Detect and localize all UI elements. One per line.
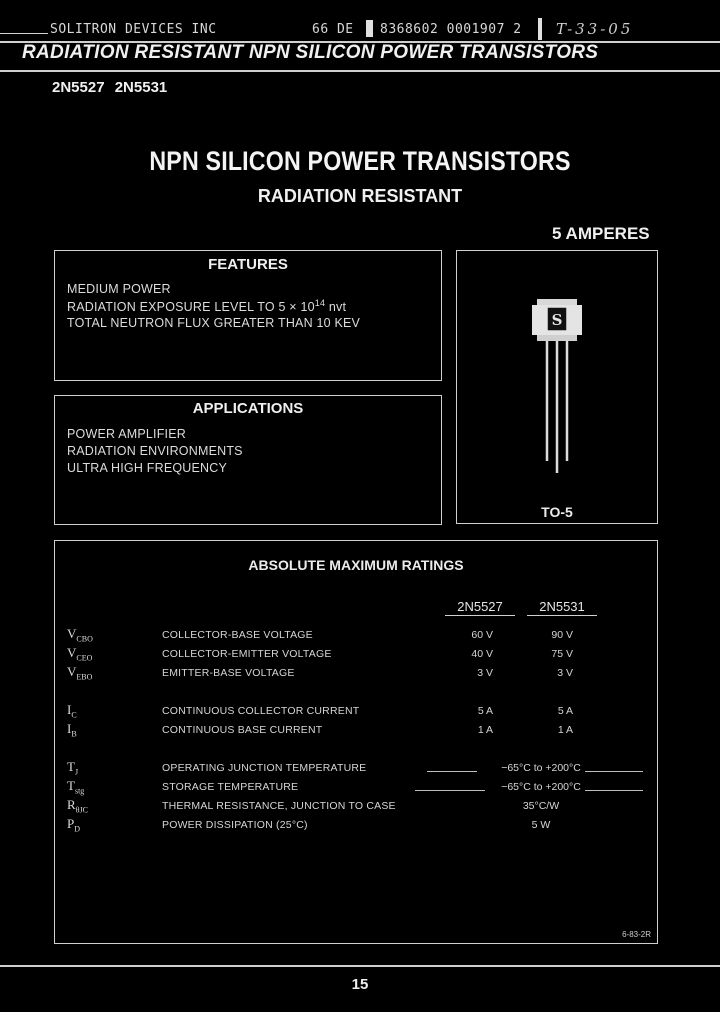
rating-value-2n5527: 60 V [471,629,493,641]
rating-symbol-letter: T [67,778,75,793]
rating-value-2n5531: 1 A [557,724,573,736]
rating-symbol-letter: R [67,797,76,812]
rating-value-2n5527: 5 A [477,705,493,717]
rating-symbol [67,702,77,720]
feature-item [67,298,346,314]
current-rating: 5 AMPERES [552,224,650,243]
rating-symbol [67,626,93,644]
features-box [54,250,442,381]
rating-symbol-subscript: J [74,767,79,777]
header-doc-numbers: 8368602 0001907 2 [380,22,522,37]
ratings-heading: ABSOLUTE MAXIMUM RATINGS [248,557,464,573]
rating-value-2n5527: 40 V [471,648,493,660]
rating-value-both: 5 W [531,819,551,831]
rating-symbol [67,645,92,663]
feature-item-text: RADIATION EXPOSURE LEVEL TO 5 × 10 [67,300,315,315]
leader-line [427,771,477,772]
rating-symbol [67,664,92,682]
rating-symbol-letter: V [67,626,77,641]
application-item: POWER AMPLIFIER [67,427,186,441]
footer-rule [0,965,720,967]
rating-value-2n5531: 3 V [557,667,573,679]
header-marker-block [366,20,373,37]
rating-value-2n5527: 3 V [477,667,493,679]
figure-code: 6-83-2R [622,930,651,939]
rating-symbol-subscript: stg [74,786,85,796]
rating-symbol [67,778,84,796]
rating-value-2n5527: 1 A [477,724,493,736]
rating-value-both: 35°C/W [522,800,560,812]
package-logo-letter: S [551,311,563,329]
applications-heading: APPLICATIONS [192,400,304,417]
features-heading: FEATURES [208,256,288,273]
leader-line [585,771,643,772]
rating-value-both: −65°C to +200°C [501,781,581,793]
feature-item: MEDIUM POWER [67,282,171,296]
rating-symbol [67,759,78,777]
rating-symbol-subscript: CBO [76,634,93,644]
column-header-2n5527: 2N5527 [445,599,515,616]
ratings-box [54,540,658,944]
rating-value-2n5531: 90 V [551,629,573,641]
feature-exponent: 14 [314,298,326,308]
column-header-2n5531: 2N5531 [527,599,597,616]
rating-value-both: −65°C to +200°C [501,762,581,774]
header-rule-left [0,33,48,34]
rating-value-2n5531: 75 V [551,648,573,660]
rating-description: CONTINUOUS COLLECTOR CURRENT [162,705,360,717]
rating-symbol-letter: P [67,816,75,831]
part-numbers: 2N5527 2N5531 [52,79,168,96]
rating-symbol-subscript: EBO [76,672,93,682]
rating-symbol-subscript: D [74,824,81,834]
rating-description: POWER DISSIPATION (25°C) [162,819,308,831]
rating-description: EMITTER-BASE VOLTAGE [162,667,295,679]
rating-symbol-subscript: B [71,729,77,739]
company-name: SOLITRON DEVICES INC [50,22,217,37]
to5-package-drawing [457,251,657,523]
page-number: 15 [351,976,369,993]
rating-description: THERMAL RESISTANCE, JUNCTION TO CASE [162,800,396,812]
feature-unit: nvt [325,300,347,315]
rating-symbol-letter: I [67,702,72,717]
package-box [456,250,658,524]
leader-line [415,790,485,791]
package-name: TO-5 [541,504,573,520]
rating-description: STORAGE TEMPERATURE [162,781,299,793]
rating-symbol-subscript: θJC [75,805,88,815]
rating-symbol-subscript: C [71,710,77,720]
rating-symbol [67,797,88,815]
page-title: NPN SILICON POWER TRANSISTORS [149,146,571,176]
leader-line [585,790,643,791]
rating-symbol-letter: I [67,721,72,736]
banner-rule [0,70,720,72]
rating-description: CONTINUOUS BASE CURRENT [162,724,323,736]
feature-item: TOTAL NEUTRON FLUX GREATER THAN 10 KEV [67,316,361,330]
page-subtitle: RADIATION RESISTANT [257,186,463,206]
applications-box [54,395,442,525]
rating-symbol [67,816,80,834]
rating-description: OPERATING JUNCTION TEMPERATURE [162,762,367,774]
rating-symbol [67,721,77,739]
rating-symbol-letter: V [67,645,77,660]
rating-symbol-subscript: CEO [76,653,93,663]
rating-symbol-letter: T [67,759,75,774]
application-item: ULTRA HIGH FREQUENCY [67,461,228,475]
handwritten-code: T-33-05 [556,20,634,38]
banner-title: RADIATION RESISTANT NPN SILICON POWER TRANSISTORS [22,42,599,63]
rating-description: COLLECTOR-BASE VOLTAGE [162,629,313,641]
package-base [537,335,577,341]
rating-value-2n5531: 5 A [557,705,573,717]
application-item: RADIATION ENVIRONMENTS [67,444,243,458]
rating-description: COLLECTOR-EMITTER VOLTAGE [162,648,332,660]
header-code: 66 DE [312,22,354,37]
rating-symbol-letter: V [67,664,77,679]
header-marker-bar [538,18,542,40]
